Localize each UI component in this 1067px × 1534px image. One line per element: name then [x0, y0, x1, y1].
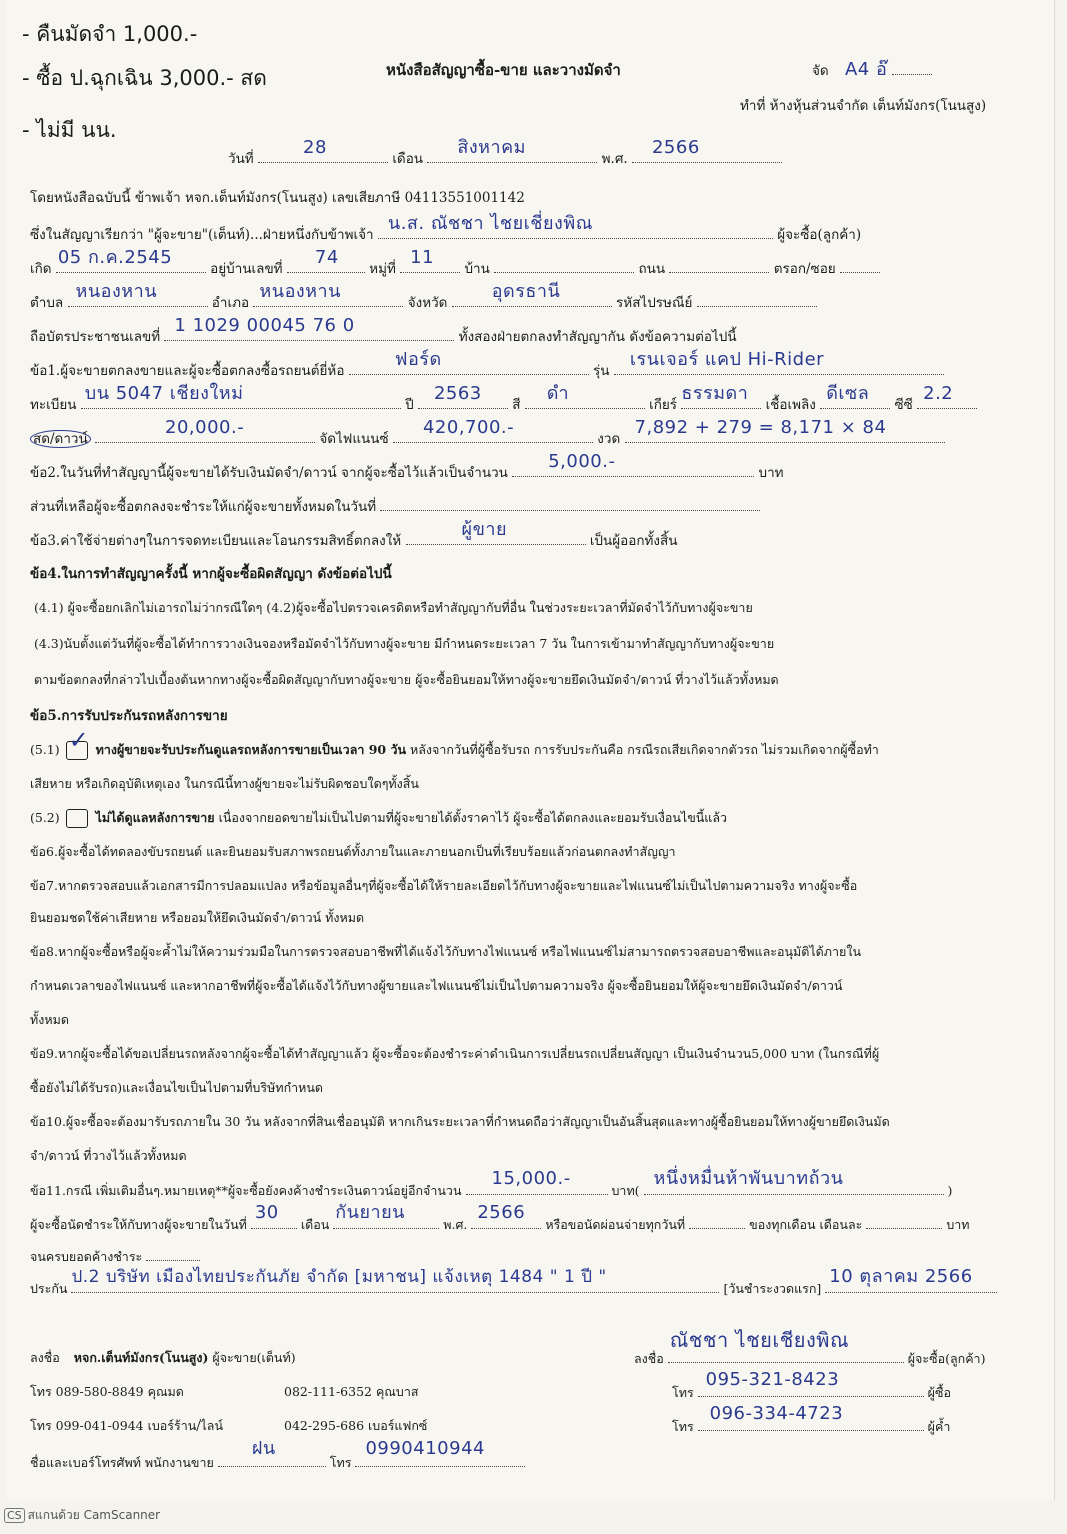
- seller-role: ผู้จะขาย(เต็นท์): [212, 1350, 296, 1365]
- day-value: 28: [303, 137, 327, 158]
- district-value: หนองหาน: [259, 281, 341, 302]
- contact-1: โทร 089-580-8849 คุณมด: [30, 1384, 184, 1399]
- subdistrict-label: ตำบล: [30, 295, 64, 311]
- staff-name: ฝน: [251, 1438, 276, 1459]
- cash-value: 20,000.-: [165, 417, 245, 438]
- road-label: ถนน: [638, 261, 666, 277]
- color-label: สี: [512, 397, 521, 413]
- model-value: เรนเจอร์ แคป Hi-Rider: [629, 349, 825, 370]
- finance-value: 420,700.-: [422, 417, 515, 438]
- scanner-text: สแกนด้วย CamScanner: [27, 1508, 161, 1522]
- buyer-signature: ณัชชา ไชยเชียงพิณ: [669, 1328, 850, 1352]
- clause4-line3: ตามข้อตกลงที่กล่าวไปเบื้องต้นหากทางผู้จะซื้อผิดสัญญากับทางผู้จะขาย ผู้จะซื้อยินยอมให้ทางผู้จะขายยึดเงินมัดจำ/ดาวน์ ที่วางไว้แล้วทั้งหมด: [34, 672, 779, 687]
- finance-label: จัดไฟแนนซ์: [319, 431, 389, 447]
- clause4-line2: (4.3)นับตั้งแต่วันที่ผู้จะซื้อได้ทำการวางเงินจองหรือมัดจำไว้กับทางผู้จะขาย มีกำหนดระยะเวลา 7 วัน ในการเข้ามาทำสัญญากับทางผู้จะขาย: [34, 636, 775, 651]
- clause8-line3: ทั้งหมด: [30, 1012, 69, 1027]
- insurance-value: ป.2 บริษัท เมืองไทยประกันภัย จำกัด [มหาชน] แจ้งเหตุ 1484 " 1 ปี ": [71, 1267, 607, 1287]
- cc-value: 2.2: [923, 383, 954, 404]
- document-title: หนังสือสัญญาซื้อ-ขาย และวางมัดจำ: [386, 61, 621, 79]
- seller-sign-label: ลงชื่อ: [30, 1350, 60, 1365]
- id-suffix: ทั้งสองฝ่ายตกลงทำสัญญากัน ดังข้อความต่อไปนี้: [458, 329, 737, 345]
- contact-2: 082-111-6352 คุณบาส: [284, 1384, 419, 1399]
- note-1: - คืนมัดจำ 1,000.-: [22, 22, 198, 46]
- buyer-tel: 095-321-8423: [705, 1369, 840, 1390]
- guarantor-role: ผู้ค้ำ: [927, 1419, 951, 1434]
- camscanner-icon: CS: [4, 1508, 25, 1523]
- gear-value: ธรรมดา: [681, 383, 749, 404]
- house-label: อยู่บ้านเลขที่: [210, 261, 283, 277]
- district-label: อำเภอ: [211, 295, 250, 311]
- day-label: วันที่: [228, 151, 254, 167]
- clause10-line1: ข้อ10.ผู้จะซื้อจะต้องมารับรถภายใน 30 วัน หลังจากที่สินเชื่ออนุมัติ หากเกินระยะเวลาที่กำหนดถือว่าสัญญาเป็นอันสิ้นสุดและทางผู้ซื้อยินยอมให้ทางผู้ขายยึดเงินมัด: [30, 1114, 890, 1129]
- fuel-label: เชื้อเพลิง: [765, 397, 816, 413]
- clause10-line2: จำ/ดาวน์ ที่วางไว้แล้วทั้งหมด: [30, 1148, 187, 1163]
- option-5-1-number: (5.1): [30, 742, 60, 757]
- clause11-year-label: พ.ศ.: [443, 1217, 468, 1232]
- first-due-value: 10 ตุลาคม 2566: [829, 1266, 973, 1287]
- clause11-baht: บาท: [946, 1217, 970, 1232]
- clause8-line2: กำหนดเวลาของไฟแนนซ์ และหากอาชีพที่ผู้จะซื้อได้แจ้งไว้กับทางผู้ขายและไฟแนนซ์ไม่เป็นไปตามความจริง ผู้จะซื้อยินยอมให้ผู้จะขายยึดเงินมัดจำ/ดาวน์: [30, 978, 843, 993]
- note-2: - ซื้อ ป.ฉุกเฉิน 3,000.- สด: [22, 66, 267, 90]
- buyer-role: ผู้จะซื้อ(ลูกค้า): [777, 227, 862, 243]
- made-at: ทำที่ ห้างหุ้นส่วนจำกัด เต็นท์มังกร(โนนสูง): [740, 98, 987, 114]
- top-right-label: จัด: [812, 63, 829, 79]
- house-no: 74: [314, 247, 339, 268]
- option-5-2-bold: ไม่ได้ดูแลหลังการขาย: [95, 810, 215, 825]
- id-label: ถือบัตรประชาชนเลขที่: [30, 329, 161, 345]
- clause11-month-label: เดือน: [300, 1217, 330, 1232]
- subdistrict-value: หนองหาน: [75, 281, 158, 302]
- clause2-amount: 5,000.-: [548, 451, 616, 472]
- insurance-label: ประกัน: [30, 1281, 68, 1296]
- clause2-rest: ส่วนที่เหลือผู้จะซื้อตกลงจะชำระให้แก่ผู้จะขายทั้งหมดในวันที่: [30, 499, 377, 515]
- clause4-line1: (4.1) ผู้จะซื้อยกเลิกไม่เอารถไม่ว่ากรณีใดๆ (4.2)ผู้จะซื้อไปตรวจเครดิตหรือทำสัญญากับที่อื่น ในช่วงระยะเวลาที่มัดจำไว้กับทางผู้จะขาย: [34, 600, 753, 615]
- checkmark-icon: ✓: [68, 726, 89, 754]
- plate-value: บน 5047 เชียงใหม่: [84, 383, 244, 404]
- buyer-name: น.ส. ณัชชา ไชยเชี่ยงพิณ: [387, 213, 593, 234]
- year-label-vehicle: ปี: [405, 397, 414, 413]
- clause11-unit: บาท(: [611, 1183, 640, 1198]
- born-label: เกิด: [30, 261, 52, 277]
- clause3-who: ผู้ขาย: [461, 519, 508, 540]
- note-3: - ไม่มี นน.: [22, 118, 117, 142]
- fuel-value: ดีเซล: [826, 383, 870, 404]
- party-prefix: ซึ่งในสัญญาเรียกว่า "ผู้จะขาย"(เต็นท์)...ฝ่ายหนึ่งกับข้าพเจ้า: [30, 227, 374, 243]
- staff-tel: 0990410944: [365, 1438, 485, 1459]
- clause11-line3: จนครบยอดค้างชำระ: [30, 1249, 143, 1264]
- cash-label: สด/ดาวน์: [30, 430, 91, 448]
- clause8-line1: ข้อ8.หากผู้จะซื้อหรือผู้จะค้ำไม่ให้ความร่วมมือในการตรวจสอบอาชีพที่ได้แจ้งไว้กับทางไฟแนนซ์ หรือไฟแนนซ์ไม่สามารถตรวจสอบอาชีพและอนุมัติได้ภายใน: [30, 944, 861, 959]
- seller-name: หจก.เต็นท์มังกร(โนนสูง): [73, 1350, 209, 1365]
- clause9-line2: ซื้อยังไม่ได้รับรถ)และเงื่อนไขเป็นไปตามที่บริษัทกำหนด: [30, 1080, 324, 1095]
- guarantor-tel: 096-334-4723: [709, 1403, 844, 1424]
- buyer-tel-label: โทร: [672, 1385, 694, 1400]
- clause11-due-month: กันยายน: [335, 1202, 405, 1223]
- moo-value: 11: [410, 247, 435, 268]
- cc-label: ซีซี: [894, 397, 913, 413]
- clause11-due-year: 2566: [477, 1202, 526, 1223]
- option-5-1-line2: เสียหาย หรือเกิดอุบัติเหตุเอง ในกรณีนี้ทางผู้ขายจะไม่รับผิดชอบใดๆทั้งสิ้น: [30, 776, 419, 791]
- first-due-label: [วันชำระงวดแรก]: [723, 1281, 822, 1296]
- born-value: 05 ก.ค.2545: [57, 247, 173, 268]
- clause5-title: ข้อ5.การรับประกันรถหลังการขาย: [30, 708, 228, 724]
- option-5-2-text: เนื่องจากยอดขายไม่เป็นไปตามที่ผู้จะขายได้ตั้งราคาไว้ ผู้จะซื้อได้ตกลงและยอมรับเงื่อนไขนี้แล้ว: [218, 810, 728, 825]
- clause11-due-day: 30: [254, 1202, 279, 1223]
- clause3-tail: เป็นผู้ออกทั้งสิ้น: [589, 533, 678, 549]
- contact-4: 042-295-686 เบอร์แฟกซ์: [284, 1418, 428, 1433]
- installment-value: 7,892 + 279 = 8,171 × 84: [634, 417, 887, 438]
- id-number: 1 1029 00045 76 0: [174, 315, 355, 336]
- clause11-amount-words: หนึ่งหมื่นห้าพันบาทถ้วน: [653, 1168, 844, 1189]
- buyer-sign-role: ผู้จะซื้อ(ลูกค้า): [907, 1351, 986, 1366]
- clause7-line2: ยินยอมชดใช้ค่าเสียหาย หรือยอมให้ยึดเงินมัดจำ/ดาวน์ ทั้งหมด: [30, 910, 365, 925]
- year-value: 2566: [651, 137, 700, 158]
- installment-label: งวด: [597, 431, 621, 447]
- option-5-2-checkbox[interactable]: [66, 809, 88, 828]
- clause9-line1: ข้อ9.หากผู้จะซื้อได้ขอเปลี่ยนรถหลังจากผู้จะซื้อได้ทำสัญญาแล้ว ผู้จะซื้อจะต้องชำระค่าดำเนินการเปลี่ยนรถเปลี่ยนสัญญา เป็นเงินจำนวน5,000 บาท (ในกรณีที่ผู้: [30, 1046, 880, 1061]
- vehicle-year: 2563: [433, 383, 482, 404]
- color-value: ดำ: [546, 383, 570, 404]
- gear-label: เกียร์: [649, 397, 678, 413]
- scanner-watermark: [4, 1506, 160, 1525]
- option-5-1-bold: ทางผู้ขายจะรับประกันดูแลรถหลังการขายเป็นเวลา 90 วัน: [95, 742, 407, 757]
- clause11-every-text: หรือขอนัดผ่อนจ่ายทุกวันที่: [545, 1217, 686, 1232]
- province-value: อุดรธานี: [491, 281, 561, 302]
- clause11-close: ): [947, 1183, 953, 1198]
- intro-text: โดยหนังสือฉบับนี้ ข้าพเจ้า หจก.เต็นท์มังกร(โนนสูง) เลขเสียภาษี 0411355100114​2: [30, 190, 525, 206]
- soi-label: ตรอก/ซอย: [773, 261, 836, 277]
- staff-label: ชื่อและเบอร์โทรศัพท์ พนักงานขาย: [30, 1455, 214, 1470]
- village-label: บ้าน: [464, 261, 490, 277]
- staff-tel-label: โทร: [329, 1455, 352, 1470]
- model-label: รุ่น: [593, 363, 610, 379]
- top-right-value: A4 อ๊: [844, 59, 888, 80]
- clause6: ข้อ6.ผู้จะซื้อได้ทดลองขับรถยนต์ และยินยอมรับสภาพรถยนต์ทั้งภายในและภายนอกเป็นที่เรียบร้อยแล้วก่อนตกลงทำสัญญา: [30, 844, 676, 859]
- clause2-unit: บาท: [758, 465, 784, 481]
- option-5-2-number: (5.2): [30, 810, 60, 825]
- clause11-amount: 15,000.-: [491, 1168, 571, 1189]
- province-label: จังหวัด: [407, 295, 448, 311]
- plate-label: ทะเบียน: [30, 397, 77, 413]
- clause1-text: ข้อ1.ผู้จะขายตกลงขายและผู้จะซื้อตกลงซื้อรถยนต์ยี่ห้อ: [30, 363, 345, 379]
- option-5-1-text: หลังจากวันที่ผู้ซื้อรับรถ การรับประกันคือ กรณีรถเสียเกิดจากตัวรถ ไม่รวมเกิดจากผู้ซื้อทำ: [410, 742, 879, 757]
- clause4-title: ข้อ4.ในการทำสัญญาครั้งนี้ หากผู้จะซื้อผิดสัญญา ดังข้อต่อไปนี้: [30, 566, 392, 582]
- brand-value: ฟอร์ด: [394, 349, 442, 370]
- guarantor-tel-label: โทร: [672, 1419, 694, 1434]
- month-label: เดือน: [392, 151, 424, 167]
- clause11-due-text: ผู้จะซื้อนัดชำระให้กับทางผู้จะขายในวันที่: [30, 1217, 247, 1232]
- clause7-line1: ข้อ7.หากตรวจสอบแล้วเอกสารมีการปลอมแปลง หรือข้อมูลอื่นๆที่ผู้จะซื้อได้ให้รายละเอียดไว้กับทางผู้จะขายและไฟแนนซ์ไม่เป็นไปตามความจริง ทางผู้จะซื้อ: [30, 878, 858, 893]
- contact-3: โทร 099-041-0944 เบอร์ร้าน/ไลน์: [30, 1418, 223, 1433]
- clause11-text: ข้อ11.กรณี เพิ่มเติมอื่นๆ.หมายเหตุ**ผู้จะซื้อยังคงค้างชำระเงินดาวน์อยู่อีกจำนวน: [30, 1183, 462, 1198]
- buyer-sign-label: ลงชื่อ: [634, 1351, 664, 1366]
- buyer-tel-role: ผู้ซื้อ: [927, 1385, 951, 1400]
- clause11-monthly-text: ของทุกเดือน เดือนละ: [749, 1217, 863, 1232]
- clause3-text: ข้อ3.ค่าใช้จ่ายต่างๆในการจดทะเบียนและโอนกรรมสิทธิ์ตกลงให้: [30, 533, 402, 549]
- month-value: สิงหาคม: [457, 137, 526, 158]
- postcode-label: รหัสไปรษณีย์: [616, 295, 693, 311]
- clause2-text: ข้อ2.ในวันที่ทำสัญญานี้ผู้จะขายได้รับเงินมัดจำ/ดาวน์ จากผู้จะซื้อไว้แล้วเป็นจำนวน: [30, 465, 508, 481]
- year-label: พ.ศ.: [601, 151, 628, 167]
- option-5-1-checkbox[interactable]: [66, 726, 89, 760]
- moo-label: หมู่ที่: [369, 261, 396, 277]
